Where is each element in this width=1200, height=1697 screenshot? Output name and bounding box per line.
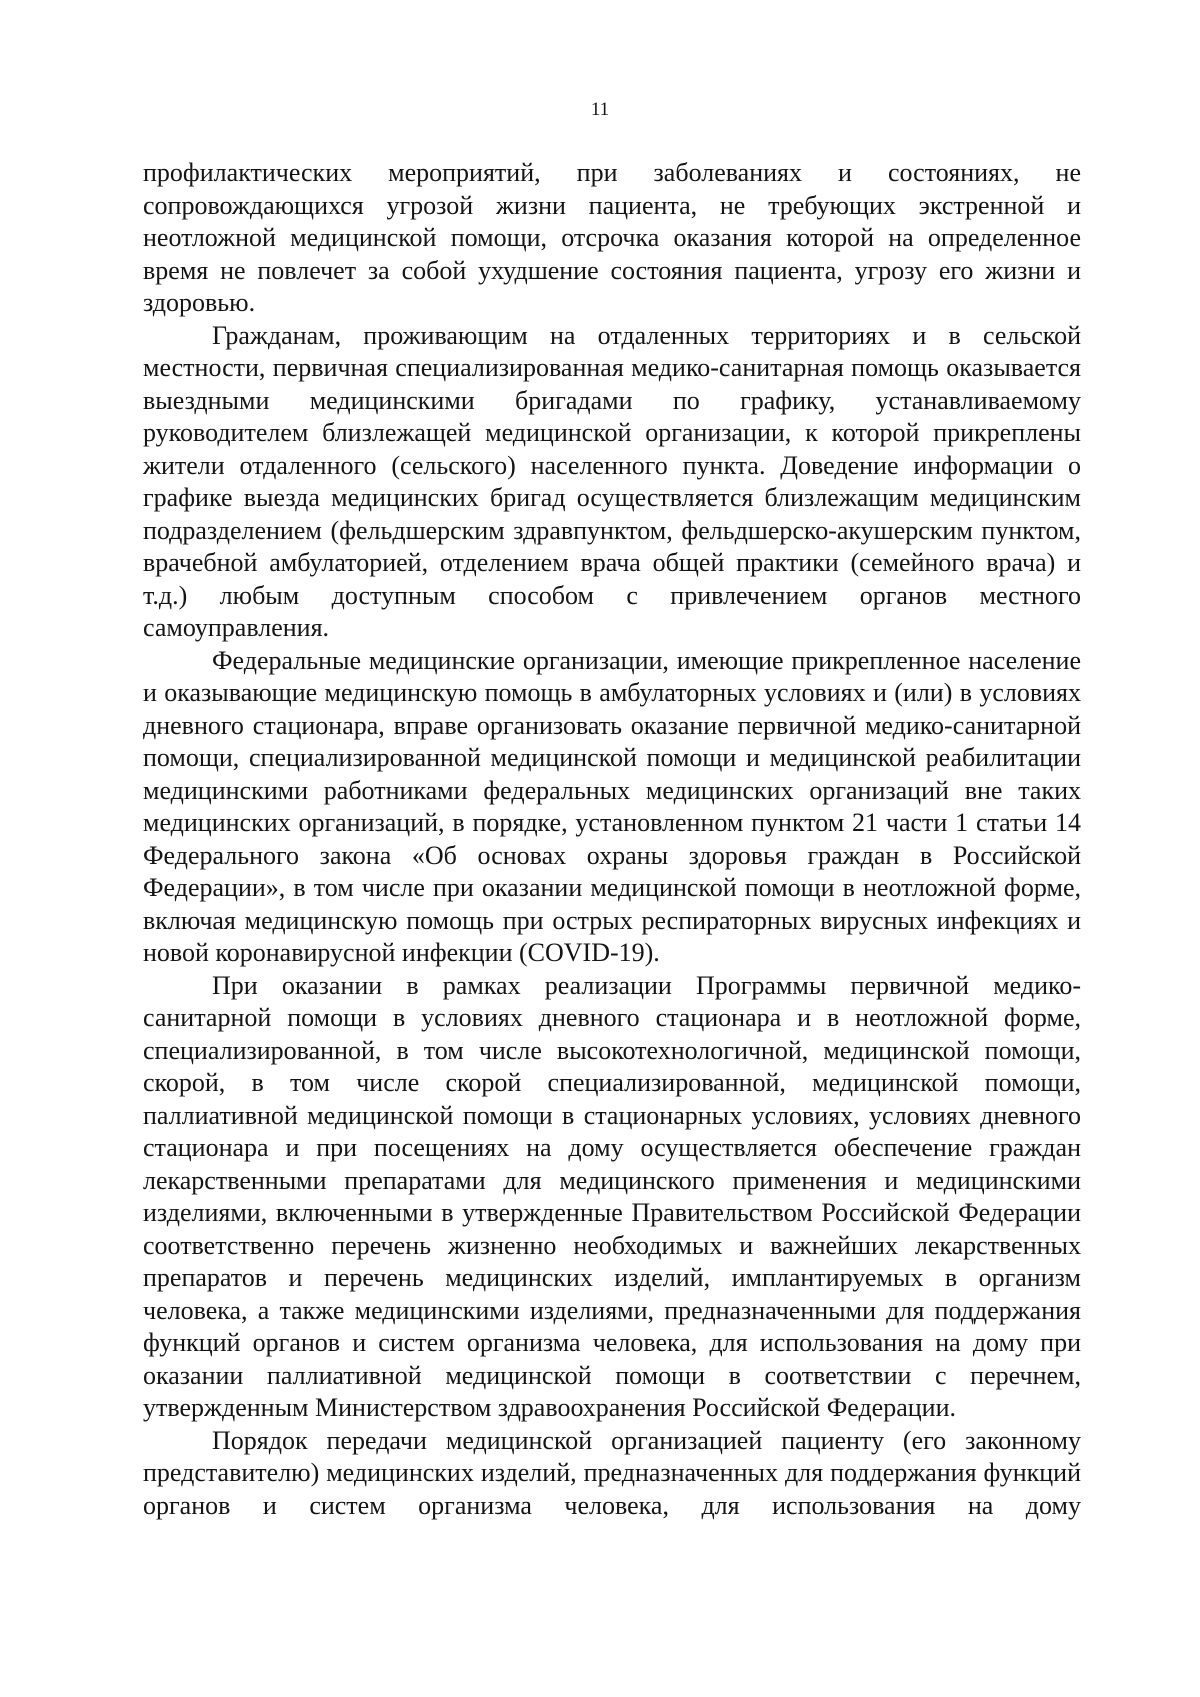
page-number: 11 xyxy=(590,99,610,120)
paragraph: Порядок передачи медицинской организацией пациенту (его законному представителю) медицинских изделий, предназначенных для поддержания функций органов и систем организма человека, для использования на дому xyxy=(143,1425,1081,1520)
paragraph: Гражданам, проживающим на отдаленных территориях и в сельской местности, первичная специализированная медико-санитарная помощь оказывается выездными медицинскими бригадами по графику, устанавливаемому руководителем близлежащей медицинской организации, к которой прикреплены жители отдаленного (сельского) населенного пункта. Доведение информации о графике выезда медицинских бригад осуществляется близлежащим медицинским подразделением (фельдшерским здравпунктом, фельдшерско-акушерским пунктом, врачебной амбулаторией, отделением врача общей практики (семейного врача) и т.д.) любым доступным способом с привлечением органов местного самоуправления. xyxy=(143,320,1081,642)
paragraph: При оказании в рамках реализации Программы первичной медико-санитарной помощи в условиях дневного стационара и в неотложной форме, специализированной, в том числе высокотехнологичной, медицинской помощи, скорой, в том числе скорой специализированной, медицинской помощи, паллиативной медицинской помощи в стационарных условиях, условиях дневного стационара и при посещениях на дому осуществляется обеспечение граждан лекарственными препаратами для медицинского применения и медицинскими изделиями, включенными в утвержденные Правительством Российской Федерации соответственно перечень жизненно необходимых и важнейших лекарственных препаратов и перечень медицинских изделий, имплантируемых в организм человека, а также медицинскими изделиями, предназначенными для поддержания функций органов и систем организма человека, для использования на дому при оказании паллиативной медицинской помощи в соответствии с перечнем, утвержденным Министерством здравоохранения Российской Федерации. xyxy=(143,970,1081,1422)
paragraph: профилактических мероприятий, при заболеваниях и состояниях, не сопровождающихся угрозой жизни пациента, не требующих экстренной и неотложной медицинской помощи, отсрочка оказания которой на определенное время не повлечет за собой ухудшение состояния пациента, угрозу его жизни и здоровью. xyxy=(143,158,1081,317)
paragraph: Федеральные медицинские организации, имеющие прикрепленное население и оказывающие медицинскую помощь в амбулаторных условиях и (или) в условиях дневного стационара, вправе организовать оказание первичной медико-санитарной помощи, специализированной медицинской помощи и медицинской реабилитации медицинскими работниками федеральных медицинских организаций вне таких медицинских организаций, в порядке, установленном пунктом 21 части 1 статьи 14 Федерального закона «Об основах охраны здоровья граждан в Российской Федерации», в том числе при оказании медицинской помощи в неотложной форме, включая медицинскую помощь при острых респираторных вирусных инфекциях и новой коронавирусной инфекции (COVID-19). xyxy=(143,645,1081,967)
document-body xyxy=(143,157,1081,1522)
